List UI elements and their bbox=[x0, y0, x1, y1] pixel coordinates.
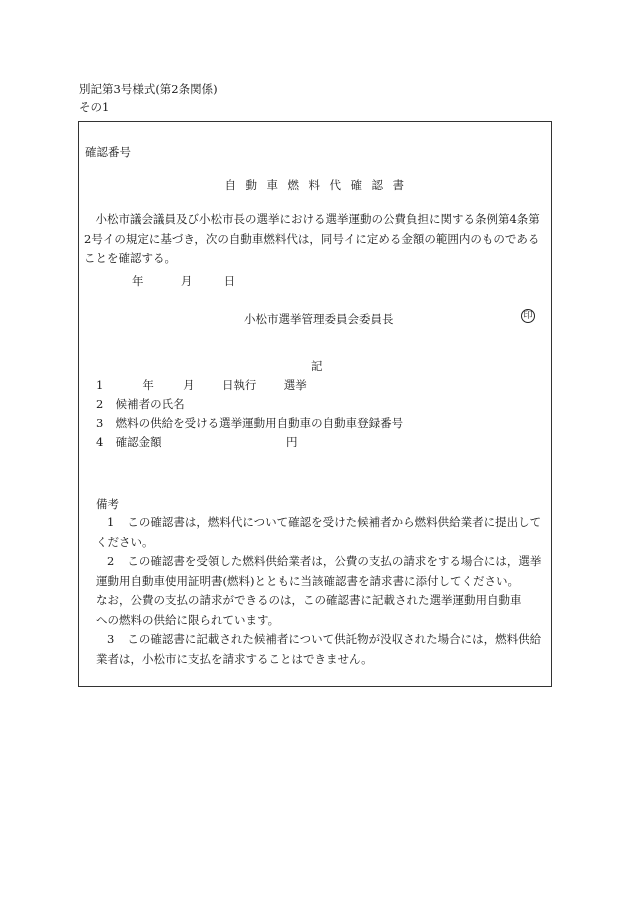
form-sub-label: その1 bbox=[79, 100, 110, 114]
ki-heading: 記 bbox=[311, 359, 323, 373]
date-line bbox=[132, 272, 235, 290]
item-text: 燃料の供給を受ける選挙運動用自動車の自動車登録番号 bbox=[115, 416, 404, 430]
note-text: この確認書は，燃料代について確認を受けた候補者から燃料供給業者に提出して bbox=[127, 515, 542, 529]
note-line: 運動用自動車使用証明書(燃料)とともに当該確認書を請求書に添付してください。 bbox=[96, 573, 519, 588]
item-unit: 円 bbox=[285, 435, 298, 449]
note-3 bbox=[84, 630, 546, 669]
note-text: この確認書に記載された候補者について供託物が没収された場合には，燃料供給 bbox=[127, 632, 542, 646]
date-year: 年 bbox=[132, 274, 144, 288]
item-number: 3 bbox=[96, 416, 104, 430]
date-day: 日 bbox=[223, 274, 236, 288]
note-text: この確認書を受領した燃料供給業者は，公費の支払の請求をする場合には，選挙 bbox=[127, 554, 542, 568]
item-election bbox=[96, 376, 307, 394]
seal-mark: 印 bbox=[521, 309, 535, 323]
note-1 bbox=[84, 513, 546, 552]
form-label: 別記第3号様式(第2条関係) bbox=[79, 82, 218, 96]
item-confirmed-amount bbox=[96, 433, 297, 451]
item-year: 年 bbox=[142, 378, 154, 392]
note-line bbox=[84, 552, 546, 572]
body-line: 小松市議会議員及び小松市長の選挙における選挙運動の公費負担に関する条例第4条第 bbox=[95, 212, 540, 226]
note-line: ください。 bbox=[96, 534, 154, 549]
item-month: 月 bbox=[183, 378, 195, 392]
item-candidate-name bbox=[96, 395, 185, 413]
note-number: 2 bbox=[107, 554, 115, 568]
note-number: 1 bbox=[107, 515, 115, 529]
body-paragraph bbox=[84, 210, 550, 269]
note-2 bbox=[84, 552, 546, 630]
note-line bbox=[84, 513, 546, 533]
note-number: 3 bbox=[107, 632, 115, 646]
body-line: 2号イの規定に基づき，次の自動車燃料代は，同号イに定める金額の範囲内のものである bbox=[84, 231, 540, 246]
issuer-name: 小松市選挙管理委員会委員長 bbox=[244, 312, 394, 326]
note-line: への燃料の供給に限られています。 bbox=[96, 612, 280, 627]
item-number: 2 bbox=[96, 397, 104, 411]
item-election-label: 選挙 bbox=[283, 378, 307, 392]
item-text: 確認金額 bbox=[115, 435, 162, 449]
confirm-number-label: 確認番号 bbox=[85, 145, 131, 159]
item-vehicle-number bbox=[96, 414, 403, 432]
item-number: 1 bbox=[96, 378, 104, 392]
date-month: 月 bbox=[180, 274, 193, 288]
item-text: 候補者の氏名 bbox=[115, 397, 185, 411]
item-number: 4 bbox=[96, 435, 104, 449]
document-title: 自動車燃料代確認書 bbox=[224, 178, 414, 192]
notes-heading: 備考 bbox=[96, 497, 119, 511]
note-line bbox=[84, 630, 546, 650]
note-line: なお，公費の支払の請求ができるのは，この確認書に記載された選挙運動用自動車 bbox=[96, 593, 522, 607]
body-line: ことを確認する。 bbox=[84, 251, 176, 265]
item-day: 日執行 bbox=[221, 378, 257, 392]
note-line: 業者は，小松市に支払を請求することはできません。 bbox=[96, 651, 373, 666]
